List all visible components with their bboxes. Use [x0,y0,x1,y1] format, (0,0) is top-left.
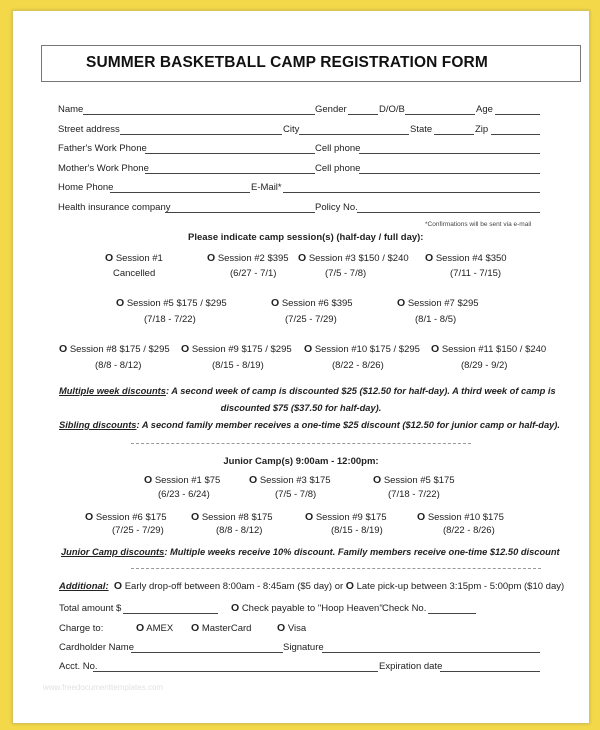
gender-label: Gender [315,104,347,115]
visa-checkbox[interactable]: O [277,622,286,634]
check-number-label: Check No. [382,603,427,614]
session-10-label: Session #10 $175 / $295 [314,344,420,355]
session-7-dates: (8/1 - 8/5) [415,314,457,325]
visa-option[interactable] [277,622,306,634]
mastercard-option[interactable] [191,622,251,634]
junior-session-1-label: Session #1 $75 [154,475,221,486]
session-9[interactable] [181,343,292,355]
session-11[interactable] [431,343,546,355]
session-5-label: Session #5 $175 / $295 [126,298,227,309]
age-label: Age [476,104,493,115]
junior-session-3-dates: (7/5 - 7/8) [275,489,317,500]
mother-phone-label: Mother's Work Phone [58,163,149,174]
session-5-dates: (7/18 - 7/22) [144,314,196,325]
session-9-checkbox[interactable]: O [181,343,190,355]
junior-session-10[interactable] [417,511,504,523]
multi-week-discount-label: Multiple week discounts [59,386,166,396]
early-dropoff-checkbox[interactable]: O [113,580,123,592]
check-checkbox[interactable]: O [231,602,240,614]
junior-session-3-label: Session #3 $175 [259,475,331,486]
amex-checkbox[interactable]: O [136,622,145,634]
dob-field[interactable] [405,114,475,115]
signature-label: Signature [283,642,324,653]
junior-session-1-dates: (6/23 - 6/24) [158,489,210,500]
session-6[interactable] [271,297,353,309]
home-phone-field[interactable] [110,192,250,193]
expiration-field[interactable] [440,671,540,672]
session-6-checkbox[interactable]: O [271,297,280,309]
junior-session-9-dates: (8/15 - 8/19) [331,525,383,536]
junior-session-9-label: Session #9 $175 [315,512,387,523]
age-field[interactable] [495,114,540,115]
junior-session-8[interactable] [191,511,273,523]
junior-camp-discount [61,547,560,557]
total-amount-label: Total amount $ [59,603,122,614]
session-8-label: Session #8 $175 / $295 [69,344,170,355]
gender-field[interactable] [348,114,378,115]
check-option[interactable] [231,602,383,614]
session-3[interactable] [298,252,409,264]
zip-label: Zip [475,124,489,135]
session-6-dates: (7/25 - 7/29) [285,314,337,325]
session-4-label: Session #4 $350 [435,253,507,264]
cardholder-label: Cardholder Name [59,642,134,653]
confirmation-note: *Confirmations will be sent via e-mail [425,221,532,228]
session-heading: Please indicate camp session(s) (half-day / full day): [188,232,424,243]
signature-field[interactable] [322,652,540,653]
junior-session-5-dates: (7/18 - 7/22) [388,489,440,500]
junior-camp-discount-text: : Multiple weeks receive 10% discount. Family members receive one-time $12.50 discount [164,547,560,557]
junior-session-9-checkbox[interactable]: O [305,511,314,523]
sibling-discount-label: Sibling discounts [59,420,137,430]
session-1[interactable] [105,252,163,264]
cell-phone-1-field[interactable] [359,153,540,154]
junior-session-6-label: Session #6 $175 [95,512,167,523]
session-3-checkbox[interactable]: O [298,252,307,264]
health-insurance-field[interactable] [165,212,315,213]
late-pickup-label: Late pick-up between 3:15pm - 5:00pm ($10 day) [356,581,565,592]
junior-session-5[interactable] [373,474,455,486]
dob-label: D/O/B [379,104,405,115]
session-4[interactable] [425,252,507,264]
session-3-label: Session #3 $150 / $240 [308,253,409,264]
name-label: Name [58,104,84,115]
form-sheet [12,10,590,724]
policy-field[interactable] [357,212,540,213]
junior-camp-discount-label: Junior Camp discounts [61,547,165,557]
junior-session-10-checkbox[interactable]: O [417,511,426,523]
late-pickup-checkbox[interactable]: O [345,580,354,592]
session-2-label: Session #2 $395 [217,253,289,264]
additional-label: Additional: [59,581,109,592]
junior-heading: Junior Camp(s) 9:00am - 12:00pm: [223,456,379,467]
session-11-label: Session #11 $150 / $240 [441,344,547,355]
junior-session-8-dates: (8/8 - 8/12) [216,525,263,536]
session-5[interactable] [116,297,227,309]
divider-1 [131,443,471,444]
health-insurance-label: Health insurance company [58,202,171,213]
visa-label: Visa [287,623,307,634]
session-7[interactable] [397,297,479,309]
multi-week-discount-text: : A second week of camp is discounted $25 ($12.50 for half-day). A third week of camp is [165,386,556,396]
email-label: E-Mail* [251,182,282,193]
junior-session-6-dates: (7/25 - 7/29) [112,525,164,536]
cardholder-field[interactable] [131,652,283,653]
cell-phone-2-field[interactable] [359,173,540,174]
mother-phone-field[interactable] [145,173,315,174]
session-11-dates: (8/29 - 9/2) [461,360,508,371]
sibling-discount [59,420,560,430]
session-10-dates: (8/22 - 8/26) [332,360,384,371]
session-5-checkbox[interactable]: O [116,297,125,309]
divider-2 [131,568,541,569]
session-2-checkbox[interactable]: O [207,252,216,264]
check-label: Check payable to "Hoop Heaven" [241,603,383,614]
father-phone-field[interactable] [145,153,315,154]
multi-week-discount [59,386,556,396]
account-number-label: Acct. No. [59,661,98,672]
watermark-text: www.freedocumenttemplates.com [43,683,164,692]
charge-to-label: Charge to: [59,623,104,634]
street-field[interactable] [120,134,282,135]
session-6-label: Session #6 $395 [281,298,353,309]
junior-session-3[interactable] [249,474,331,486]
junior-session-10-label: Session #10 $175 [427,512,504,523]
junior-session-6-checkbox[interactable]: O [85,511,94,523]
session-1-dates: Cancelled [113,268,156,279]
additional-options [59,580,564,592]
session-1-checkbox[interactable]: O [105,252,114,264]
junior-session-8-checkbox[interactable]: O [191,511,200,523]
junior-session-1[interactable] [144,474,220,486]
session-9-dates: (8/15 - 8/19) [212,360,264,371]
amex-option[interactable] [136,622,173,634]
expiration-label: Expiration date [379,661,443,672]
session-4-checkbox[interactable]: O [425,252,434,264]
state-label: State [410,124,433,135]
junior-session-3-checkbox[interactable]: O [249,474,258,486]
zip-field[interactable] [491,134,540,135]
policy-label: Policy No. [315,202,358,213]
junior-session-10-dates: (8/22 - 8/26) [443,525,495,536]
city-field[interactable] [299,134,409,135]
session-1-label: Session #1 [115,253,163,264]
session-4-dates: (7/11 - 7/15) [450,268,502,279]
junior-session-5-label: Session #5 $175 [383,475,455,486]
session-7-label: Session #7 $295 [407,298,479,309]
session-3-dates: (7/5 - 7/8) [325,268,367,279]
session-8-dates: (8/8 - 8/12) [95,360,142,371]
mastercard-checkbox[interactable]: O [191,622,200,634]
amex-label: AMEX [146,623,174,634]
junior-session-9[interactable] [305,511,387,523]
session-8-checkbox[interactable]: O [59,343,68,355]
name-field[interactable] [83,114,315,115]
junior-session-1-checkbox[interactable]: O [144,474,153,486]
state-field[interactable] [434,134,474,135]
session-7-checkbox[interactable]: O [397,297,406,309]
cell-phone-2-label: Cell phone [315,163,361,174]
early-dropoff-label: Early drop-off between 8:00am - 8:45am ($5 day) or [124,581,344,592]
form-title: SUMMER BASKETBALL CAMP REGISTRATION FORM [86,54,488,71]
mastercard-label: MasterCard [201,623,252,634]
session-2-dates: (6/27 - 7/1) [230,268,277,279]
session-10[interactable] [304,343,420,355]
junior-session-6[interactable] [85,511,167,523]
email-field[interactable] [283,192,540,193]
multi-week-discount-text-2: discounted $75 ($37.50 for half-day). [220,403,382,413]
session-11-checkbox[interactable]: O [431,343,440,355]
junior-session-5-checkbox[interactable]: O [373,474,382,486]
city-label: City [283,124,300,135]
father-phone-label: Father's Work Phone [58,143,147,154]
title-box [41,45,581,82]
cell-phone-1-label: Cell phone [315,143,361,154]
check-number-field[interactable] [428,613,476,614]
session-10-checkbox[interactable]: O [304,343,313,355]
home-phone-label: Home Phone [58,182,114,193]
street-label: Street address [58,124,120,135]
session-9-label: Session #9 $175 / $295 [191,344,292,355]
session-2[interactable] [207,252,289,264]
account-number-field[interactable] [93,671,378,672]
sibling-discount-text: : A second family member receives a one-time $25 discount ($12.50 for junior camp or half-day). [136,420,560,430]
junior-session-8-label: Session #8 $175 [201,512,273,523]
total-amount-field[interactable] [123,613,218,614]
session-8[interactable] [59,343,170,355]
